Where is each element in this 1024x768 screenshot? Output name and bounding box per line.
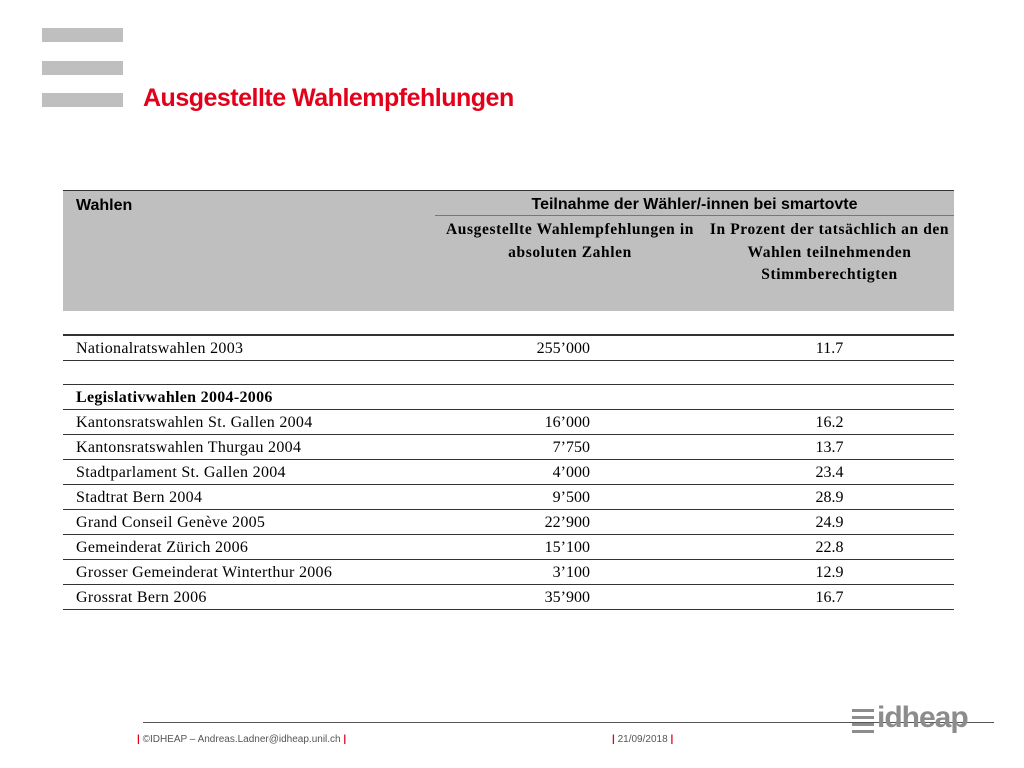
row-label: Kantonsratswahlen Thurgau 2004: [76, 439, 302, 456]
row-label: Gemeinderat Zürich 2006: [76, 539, 249, 556]
footer-copyright-text: ©IDHEAP – Andreas.Ladner@idheap.unil.ch: [142, 734, 341, 745]
table-body: [63, 311, 954, 610]
row-absolute: 4’000: [552, 464, 590, 481]
table-row: [63, 460, 954, 485]
footer-separator: |: [343, 734, 347, 745]
row-percent: 28.9: [815, 489, 844, 506]
footer-copyright: [137, 734, 346, 745]
section-row-legislative: [63, 385, 954, 410]
menu-bar-2: [42, 61, 123, 75]
row-absolute: 255’000: [536, 340, 590, 357]
row-percent: 13.7: [815, 439, 844, 456]
table-header: [63, 190, 954, 311]
row-percent: 16.2: [815, 414, 844, 431]
row-absolute: 35’900: [544, 589, 590, 606]
column-header-wahlen: Wahlen: [76, 197, 133, 214]
row-absolute: 16’000: [544, 414, 590, 431]
subheader-percent: In Prozent der tatsächlich an den Wahlen teilnehmenden Stimmberechtigten: [709, 221, 950, 283]
row-label: Stadtrat Bern 2004: [76, 489, 203, 506]
table-row: [63, 435, 954, 460]
slide-title: Ausgestellte Wahlempfehlungen: [143, 84, 514, 112]
row-label: Stadtparlament St. Gallen 2004: [76, 464, 286, 481]
logo-text: idheap: [877, 701, 968, 734]
table-row: [63, 485, 954, 510]
row-absolute: 22’900: [544, 514, 590, 531]
table-row: [63, 535, 954, 560]
row-absolute: 3’100: [552, 564, 590, 581]
spacer-row: [63, 311, 954, 335]
row-percent: 23.4: [815, 464, 844, 481]
footer-separator: |: [612, 734, 615, 745]
row-label: Nationalratswahlen 2003: [76, 340, 244, 357]
menu-bar-3: [42, 93, 123, 107]
footer-date-text: 21/09/2018: [617, 734, 668, 745]
row-label: Grand Conseil Genève 2005: [76, 514, 266, 531]
subheader-absolute: Ausgestellte Wahlempfehlungen in absoluten Zahlen: [446, 221, 694, 261]
section-label: Legislativwahlen 2004-2006: [76, 389, 273, 406]
table-row-national: [63, 335, 954, 361]
row-label: Grosser Gemeinderat Winterthur 2006: [76, 564, 333, 581]
table-row: [63, 585, 954, 610]
logo-lines-icon: [852, 709, 874, 737]
row-percent: 11.7: [815, 340, 844, 357]
footer-separator: |: [137, 734, 140, 745]
row-percent: 12.9: [815, 564, 844, 581]
table-row: [63, 410, 954, 435]
footer-separator: |: [670, 734, 674, 745]
row-absolute: 9’500: [552, 489, 590, 506]
table-row: [63, 510, 954, 535]
column-header-participation: Teilnahme der Wähler/-innen bei smartovte: [435, 190, 954, 216]
row-percent: 22.8: [815, 539, 844, 556]
row-absolute: 15’100: [544, 539, 590, 556]
row-percent: 16.7: [815, 589, 844, 606]
idheap-logo: [852, 703, 977, 743]
row-label: Grossrat Bern 2006: [76, 589, 207, 606]
results-table: [63, 190, 954, 610]
row-absolute: 7’750: [552, 439, 590, 456]
menu-bar-1: [42, 28, 123, 42]
footer-date: [612, 734, 673, 745]
row-percent: 24.9: [815, 514, 844, 531]
spacer-row: [63, 361, 954, 385]
row-label: Kantonsratswahlen St. Gallen 2004: [76, 414, 313, 431]
table-row: [63, 560, 954, 585]
